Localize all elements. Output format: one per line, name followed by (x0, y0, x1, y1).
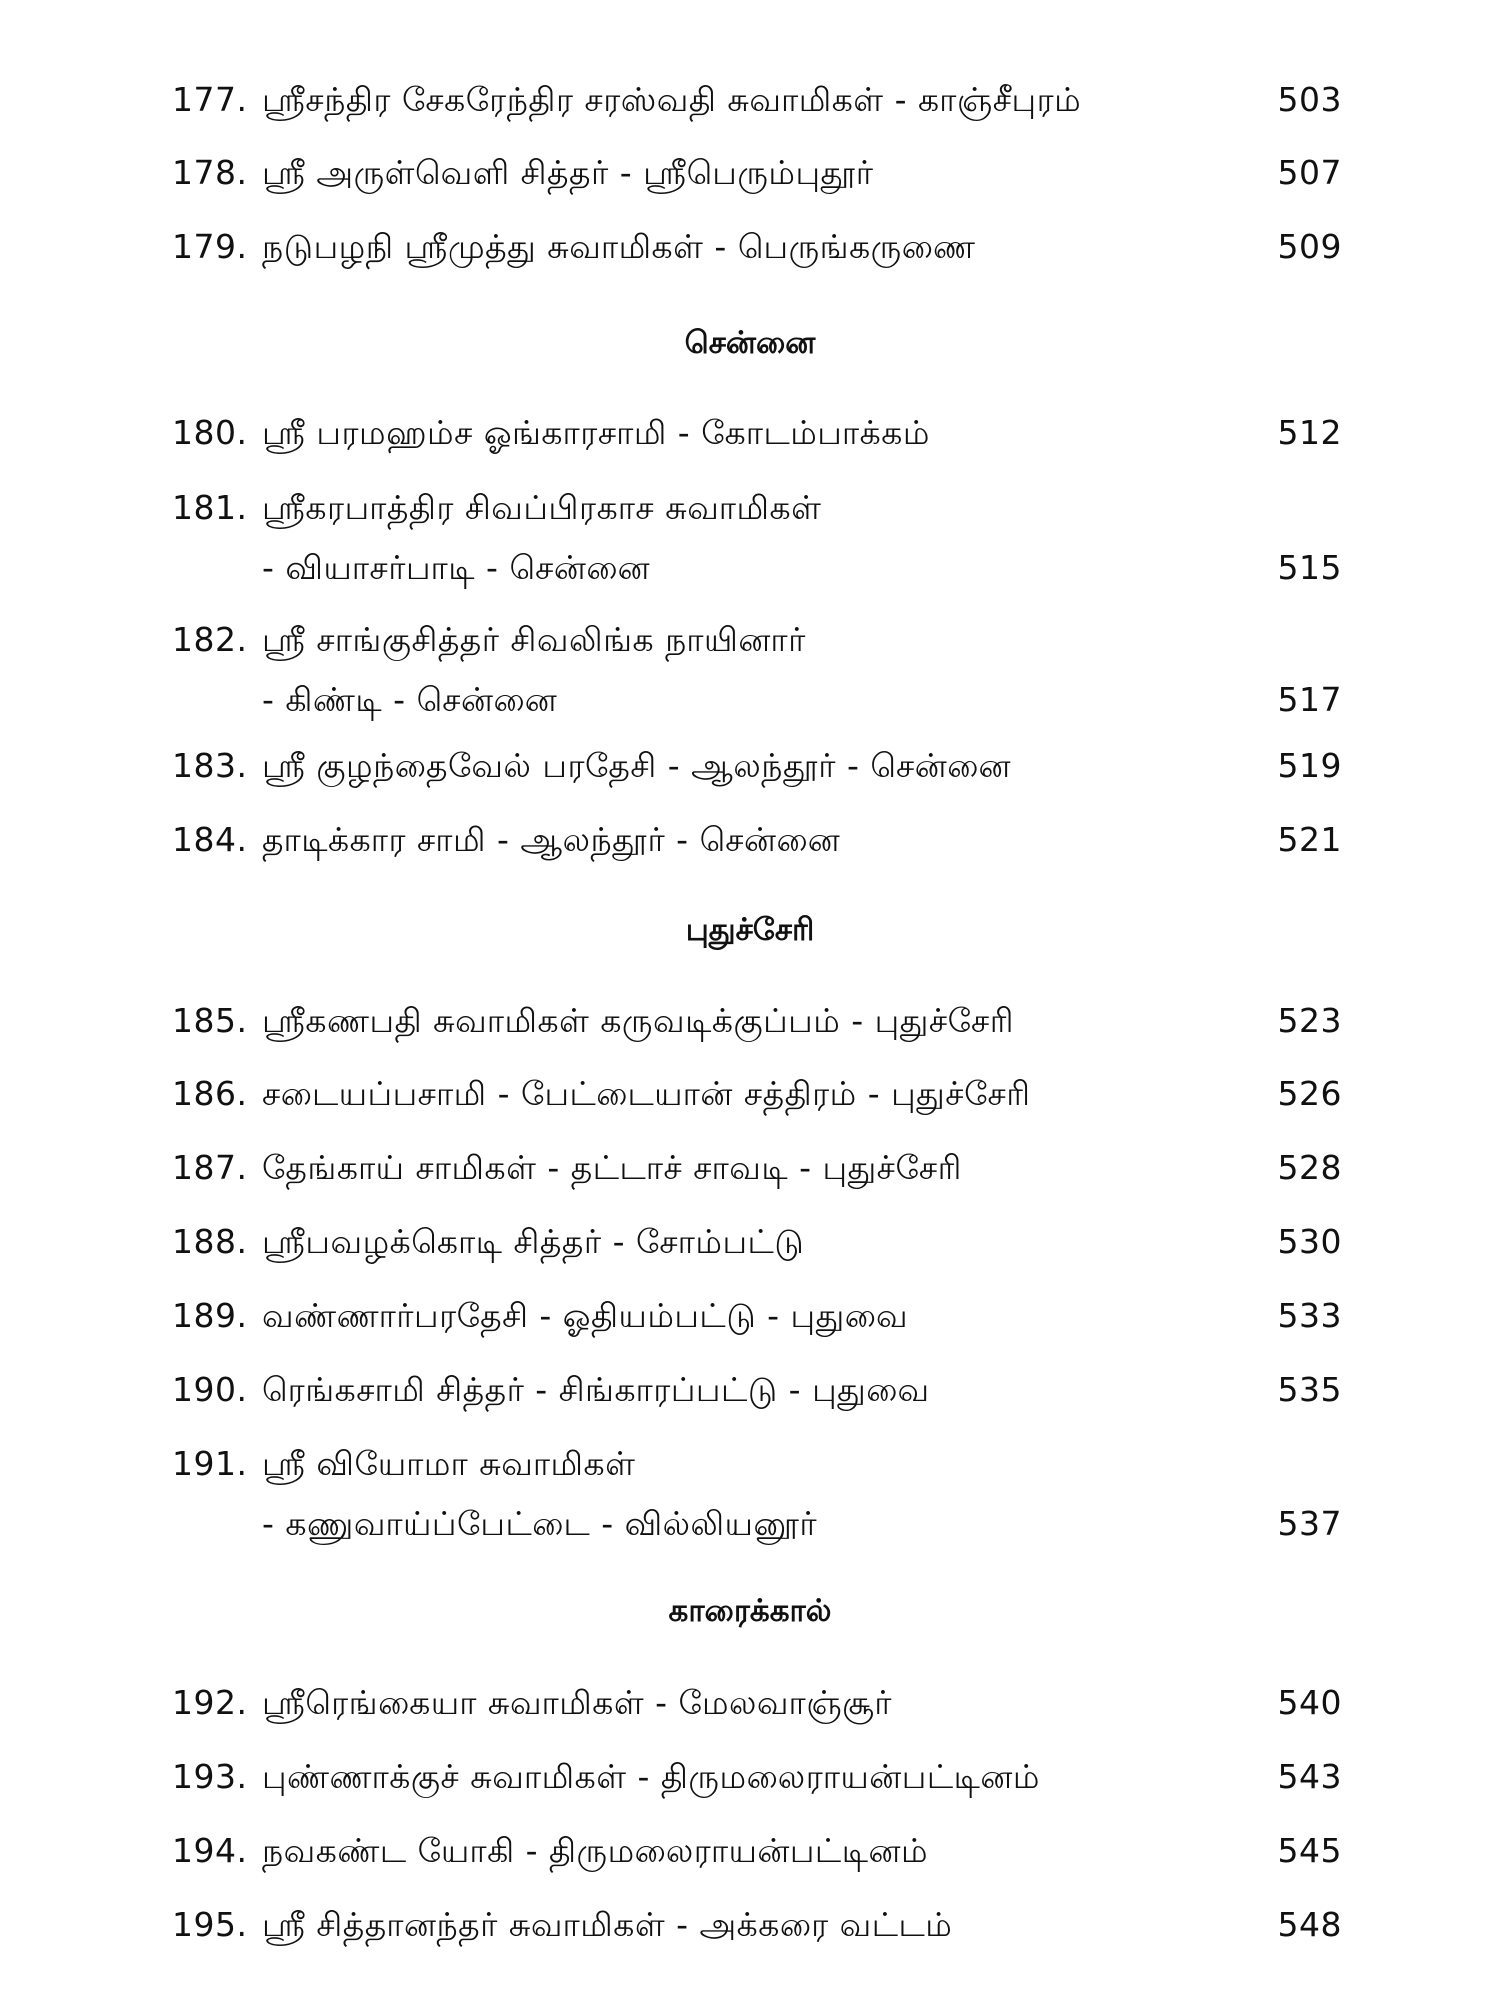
entry-title: ஸ்ரீரெங்கையா சுவாமிகள் - மேலவாஞ்சூர் (262, 1683, 893, 1722)
entry-number: 188. (172, 1222, 248, 1261)
page-number: 512 (1277, 413, 1342, 452)
entry-title: ஸ்ரீ வியோமா சுவாமிகள் (262, 1444, 636, 1483)
entry-number: 178. (172, 153, 248, 192)
page-number: 523 (1277, 1001, 1342, 1040)
entry-title: வண்ணார்பரதேசி - ஓதியம்பட்டு - புதுவை (262, 1296, 909, 1335)
entry-number: 192. (172, 1683, 248, 1722)
toc-entry (172, 736, 1342, 796)
entry-number: 189. (172, 1296, 248, 1335)
entry-number: 182. (172, 620, 248, 659)
entry-location: - வியாசர்பாடி - சென்னை (262, 548, 651, 587)
toc-entry (172, 810, 1342, 870)
page-number: 521 (1277, 820, 1342, 859)
page-number: 526 (1277, 1074, 1342, 1113)
entry-title: ஸ்ரீ குழந்தைவேல் பரதேசி - ஆலந்தூர் - சென்னை (262, 746, 1012, 785)
toc-entry (172, 1064, 1342, 1124)
toc-entry (172, 1286, 1342, 1346)
entry-location: - கிண்டி - சென்னை (262, 680, 558, 719)
entry-number: 181. (172, 488, 248, 527)
toc-entry (172, 1138, 1342, 1198)
entry-title: ஸ்ரீ அருள்வெளி சித்தர் - ஸ்ரீபெரும்புதூர் (262, 153, 874, 192)
entry-title: ஸ்ரீசந்திர சேகரேந்திர சரஸ்வதி சுவாமிகள் - காஞ்சீபுரம் (262, 80, 1082, 119)
toc-entry (172, 1821, 1342, 1881)
entry-title: ஸ்ரீ சித்தானந்தர் சுவாமிகள் - அக்கரை வட்டம் (262, 1905, 953, 1944)
entry-title: நடுபழநி ஸ்ரீமுத்து சுவாமிகள் - பெருங்கருணை (262, 227, 976, 266)
page-number: 517 (1277, 680, 1342, 719)
entry-title: ஸ்ரீபவழக்கொடி சித்தர் - சோம்பட்டு (262, 1222, 805, 1261)
entry-title: ஸ்ரீ சாங்குசித்தர் சிவலிங்க நாயினார் (262, 620, 806, 659)
page-number: 509 (1277, 227, 1342, 266)
section-heading: சென்னை (684, 325, 816, 361)
entry-number: 186. (172, 1074, 248, 1113)
section-heading: காரைக்கால் (668, 1593, 832, 1629)
toc-entry (172, 991, 1342, 1051)
page-number: 548 (1277, 1905, 1342, 1944)
entry-number: 187. (172, 1148, 248, 1187)
entry-number: 185. (172, 1001, 248, 1040)
page-number: 530 (1277, 1222, 1342, 1261)
entry-title: தேங்காய் சாமிகள் - தட்டாச் சாவடி - புதுச்சேரி (262, 1148, 962, 1187)
toc-entry (172, 610, 1342, 730)
toc-entry (172, 1673, 1342, 1733)
entry-title: ஸ்ரீகரபாத்திர சிவப்பிரகாச சுவாமிகள் (262, 488, 822, 527)
entry-title: புண்ணாக்குச் சுவாமிகள் - திருமலைராயன்பட்டினம் (262, 1757, 1040, 1796)
toc-entry (172, 1434, 1342, 1554)
page-number: 533 (1277, 1296, 1342, 1335)
entry-title: சடையப்பசாமி - பேட்டையான் சத்திரம் - புதுச்சேரி (262, 1074, 1031, 1113)
entry-title: ஸ்ரீகணபதி சுவாமிகள் கருவடிக்குப்பம் - புதுச்சேரி (262, 1001, 1015, 1040)
toc-entry (172, 143, 1342, 203)
page-number: 537 (1277, 1504, 1342, 1543)
page-number: 519 (1277, 746, 1342, 785)
page-number: 543 (1277, 1757, 1342, 1796)
entry-number: 193. (172, 1757, 248, 1796)
entry-title: நவகண்ட யோகி - திருமலைராயன்பட்டினம் (262, 1831, 929, 1870)
entry-number: 191. (172, 1444, 248, 1483)
entry-location: - கணுவாய்ப்பேட்டை - வில்லியனூர் (262, 1504, 818, 1543)
page-number: 528 (1277, 1148, 1342, 1187)
toc-entry (172, 1747, 1342, 1807)
toc-entry (172, 217, 1342, 277)
page-number: 535 (1277, 1370, 1342, 1409)
entry-number: 177. (172, 80, 248, 119)
entry-number: 180. (172, 413, 248, 452)
page-number: 515 (1277, 548, 1342, 587)
toc-entry (172, 478, 1342, 598)
entry-number: 190. (172, 1370, 248, 1409)
entry-title: தாடிக்கார சாமி - ஆலந்தூர் - சென்னை (262, 820, 841, 859)
entry-number: 184. (172, 820, 248, 859)
toc-entry (172, 403, 1342, 463)
page-number: 545 (1277, 1831, 1342, 1870)
page-number: 540 (1277, 1683, 1342, 1722)
entry-number: 179. (172, 227, 248, 266)
section-heading: புதுச்சேரி (685, 912, 815, 948)
toc-entry (172, 1360, 1342, 1420)
toc-entry (172, 1212, 1342, 1272)
page-number: 503 (1277, 80, 1342, 119)
page-number: 507 (1277, 153, 1342, 192)
entry-title: ரெங்கசாமி சித்தர் - சிங்காரப்பட்டு - புதுவை (262, 1370, 930, 1409)
entry-title: ஸ்ரீ பரமஹம்ச ஓங்காரசாமி - கோடம்பாக்கம் (262, 413, 930, 452)
entry-number: 194. (172, 1831, 248, 1870)
toc-entry (172, 1895, 1342, 1955)
entry-number: 183. (172, 746, 248, 785)
entry-number: 195. (172, 1905, 248, 1944)
toc-entry (172, 70, 1342, 130)
